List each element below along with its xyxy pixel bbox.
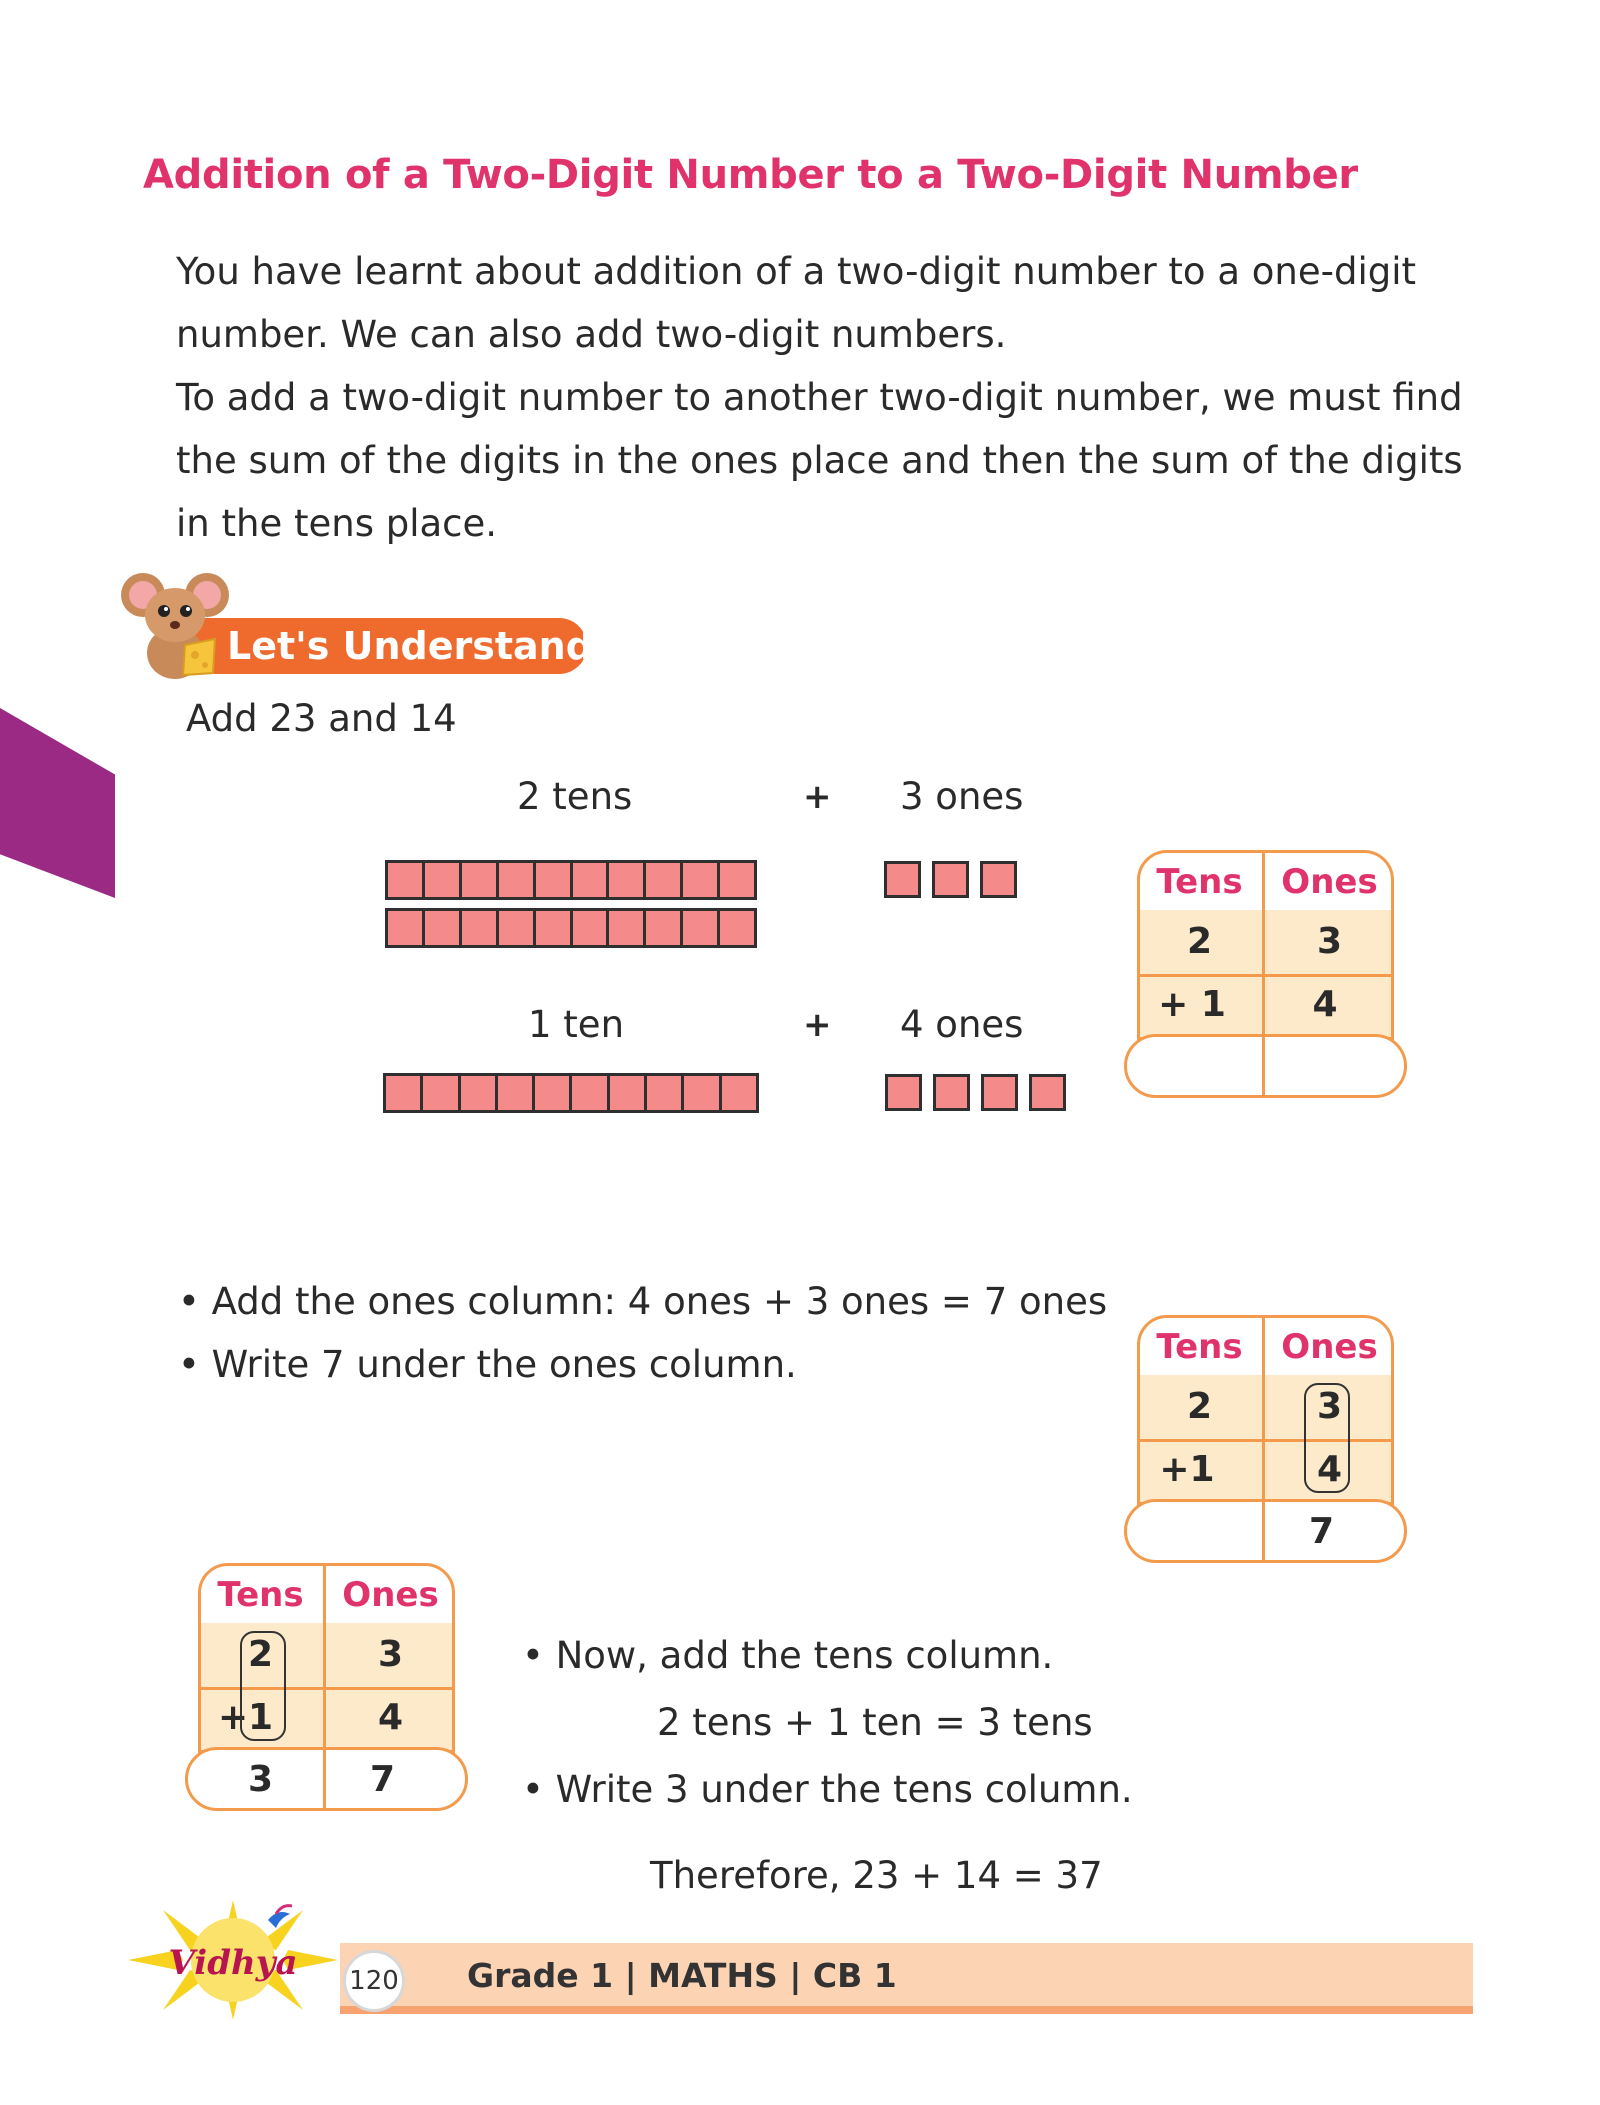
page-title: Addition of a Two-Digit Number to a Two-Digit Number xyxy=(143,152,1358,198)
highlight-loop xyxy=(240,1631,286,1741)
question-text: Add 23 and 14 xyxy=(186,697,457,740)
one-cube xyxy=(884,861,921,898)
intro-line: the sum of the digits in the ones place and then the sum of the digits xyxy=(176,439,1463,482)
conclusion-text: Therefore, 23 + 14 = 37 xyxy=(650,1854,1103,1897)
ones-header: Ones xyxy=(342,1575,439,1615)
one-cube xyxy=(1029,1074,1066,1111)
answer-ones-cell: 7 xyxy=(1308,1511,1335,1552)
ones-digit: 4 xyxy=(377,1697,404,1738)
plus-sign: + xyxy=(803,1005,832,1045)
tens-header: Tens xyxy=(1156,1327,1243,1367)
ten-rod xyxy=(383,1073,759,1113)
instruction-bullet: • Now, add the tens column. xyxy=(522,1634,1054,1677)
tens-label: 1 ten xyxy=(528,1003,625,1046)
side-tab-decoration xyxy=(0,708,115,898)
one-cube xyxy=(981,1074,1018,1111)
vidhya-logo-icon xyxy=(118,1890,348,2030)
section-label: Let's Understand xyxy=(175,618,587,674)
logo-text: Vidhya xyxy=(168,1943,298,1983)
tens-digit: + 1 xyxy=(1158,984,1226,1025)
one-cube xyxy=(980,861,1017,898)
instruction-bullet: • Write 7 under the ones column. xyxy=(178,1343,797,1386)
one-cube xyxy=(932,861,969,898)
plus-sign: + xyxy=(803,777,832,817)
tens-digit: +1 xyxy=(1159,1449,1215,1490)
highlight-loop xyxy=(1304,1383,1350,1493)
tens-digit: 2 xyxy=(1186,921,1213,962)
tens-equation: 2 tens + 1 ten = 3 tens xyxy=(657,1701,1093,1744)
tens-digit: 2 xyxy=(1186,1386,1213,1427)
ones-header: Ones xyxy=(1281,1327,1378,1367)
tens-digit: 2 xyxy=(247,1634,274,1675)
instruction-bullet: • Write 3 under the tens column. xyxy=(522,1768,1133,1811)
page-number: 120 xyxy=(343,1950,405,2012)
ones-digit: 3 xyxy=(377,1634,404,1675)
intro-line: You have learnt about addition of a two-digit number to a one-digit xyxy=(176,250,1417,293)
intro-line: To add a two-digit number to another two-digit number, we must find xyxy=(176,376,1463,419)
ten-rod xyxy=(385,860,757,900)
plus-sign: + xyxy=(218,1697,249,1738)
ones-label: 3 ones xyxy=(900,775,1024,818)
tens-header: Tens xyxy=(1156,862,1243,902)
ones-label: 4 ones xyxy=(900,1003,1024,1046)
answer-tens-cell: 3 xyxy=(247,1759,274,1800)
ones-digit: 4 xyxy=(1316,1449,1343,1490)
one-cube xyxy=(885,1074,922,1111)
ones-digit: 3 xyxy=(1316,921,1343,962)
one-cube xyxy=(933,1074,970,1111)
tens-header: Tens xyxy=(217,1575,304,1615)
footer-text: Grade 1 | MATHS | CB 1 xyxy=(467,1956,897,1995)
intro-line: in the tens place. xyxy=(176,502,498,545)
place-value-table xyxy=(1137,850,1394,1098)
place-value-table xyxy=(198,1563,455,1811)
intro-paragraph xyxy=(176,240,1506,555)
footer-underline xyxy=(340,2006,1473,2014)
ten-rod xyxy=(385,908,757,948)
mouse-mascot-icon xyxy=(115,565,235,685)
ones-header: Ones xyxy=(1281,862,1378,902)
tens-label: 2 tens xyxy=(517,775,633,818)
ones-digit: 4 xyxy=(1312,984,1338,1025)
ones-digit: 3 xyxy=(1316,1386,1343,1427)
place-value-table xyxy=(1137,1315,1394,1563)
intro-line: number. We can also add two-digit numbers. xyxy=(176,313,1007,356)
tens-digit: 1 xyxy=(247,1697,274,1738)
answer-ones-cell: 7 xyxy=(369,1759,396,1800)
instruction-bullet: • Add the ones column: 4 ones + 3 ones = 7 ones xyxy=(178,1280,1108,1323)
